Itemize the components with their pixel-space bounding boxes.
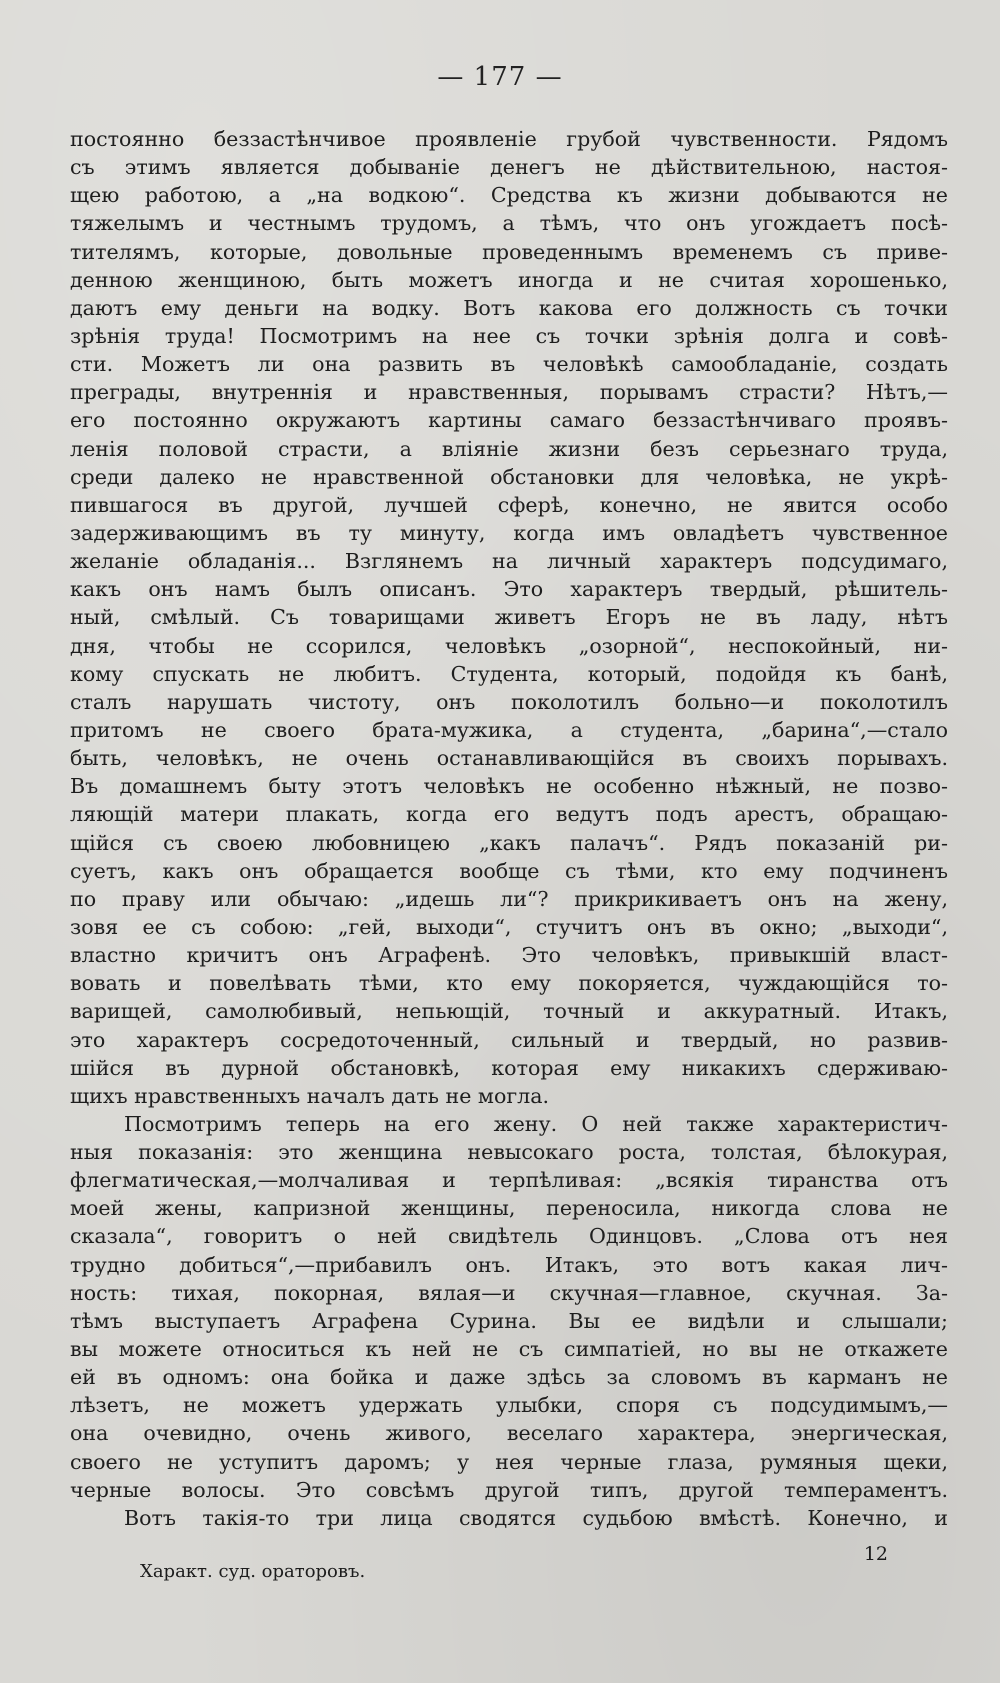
text-line: вы можете относиться къ ней не съ симпатіей, но вы не откажете	[70, 1337, 948, 1362]
text-line: флегматическая,—молчаливая и терпѣливая: „всякія тиранства отъ	[70, 1168, 948, 1193]
text-line: притомъ не своего брата-мужика, а студента, „барина“,—стало	[70, 717, 948, 742]
text-line: кому спускать не любитъ. Студента, который, подойдя къ банѣ,	[70, 661, 948, 686]
text-line: ленія половой страсти, а вліяніе жизни безъ серьезнаго труда,	[70, 436, 948, 461]
text-line: постоянно беззастѣнчивое проявленіе грубой чувственности. Рядомъ	[70, 127, 948, 151]
text-line: сталъ нарушать чистоту, онъ поколотилъ больно—и поколотилъ	[70, 689, 948, 714]
text-line: суетъ, какъ онъ обращается вообще съ тѣми, кто ему подчиненъ	[70, 858, 948, 883]
text-line: ей въ одномъ: она бойка и даже здѣсь за словомъ въ карманъ не	[70, 1365, 948, 1390]
text-line: съ этимъ является добываніе денегъ не дѣйствительною, настоя-	[70, 155, 948, 180]
text-line: тителямъ, которые, довольные проведеннымъ временемъ съ приве-	[70, 239, 948, 264]
text-line: Посмотримъ теперь на его жену. О ней также характеристич-	[124, 1111, 948, 1136]
text-line: щихъ нравственныхъ началъ дать не могла.	[70, 1083, 550, 1108]
text-line: это характеръ сосредоточенный, сильный и твердый, но развив-	[70, 1027, 948, 1052]
text-line: трудно добиться“,—прибавилъ онъ. Итакъ, это вотъ какая лич-	[70, 1252, 948, 1277]
text-line: желаніе обладанія... Взглянемъ на личный характеръ подсудимаго,	[70, 549, 948, 574]
text-line: своего не уступитъ даромъ; у нея черные глаза, румяныя щеки,	[70, 1449, 948, 1474]
text-line: какъ онъ намъ былъ описанъ. Это характеръ твердый, рѣшитель-	[70, 577, 948, 602]
text-line: моей жены, капризной женщины, переносила, никогда слова не	[70, 1196, 948, 1221]
text-line: она очевидно, очень живого, веселаго характера, энергическая,	[70, 1421, 948, 1446]
text-line: варищей, самолюбивый, непьющій, точный и аккуратный. Итакъ,	[70, 999, 948, 1024]
page-number: — 177 —	[437, 62, 563, 92]
text-line: быть, человѣкъ, не очень останавливающійся въ своихъ порывахъ.	[70, 746, 948, 771]
text-line: зрѣнія труда! Посмотримъ на нее съ точки зрѣнія долга и совѣ-	[70, 323, 948, 348]
text-line: черные волосы. Это совсѣмъ другой типъ, другой темпераментъ.	[70, 1477, 948, 1502]
text-line: сказала“, говоритъ о ней свидѣтель Одинцовъ. „Слова отъ нея	[70, 1224, 948, 1249]
text-line: пившагося въ другой, лучшей сферѣ, конечно, не явится особо	[70, 492, 948, 517]
text-line: Въ домашнемъ быту этотъ человѣкъ не особенно нѣжный, не позво-	[70, 774, 948, 799]
text-line: ность: тихая, покорная, вялая—и скучная—главное, скучная. За-	[70, 1280, 948, 1305]
text-line: вовать и повелѣвать тѣми, кто ему покоряется, чуждающійся то-	[70, 971, 948, 996]
text-line: дня, чтобы не ссорился, человѣкъ „озорной“, неспокойный, ни-	[70, 633, 948, 658]
text-line: даютъ ему деньги на водку. Вотъ какова его должность съ точки	[70, 295, 948, 320]
text-line: шійся въ дурной обстановкѣ, которая ему никакихъ сдерживаю-	[70, 1055, 948, 1080]
sheet-number: 12	[863, 1543, 888, 1565]
text-line: тяжелымъ и честнымъ трудомъ, а тѣмъ, что онъ угождаетъ посѣ-	[70, 211, 948, 236]
signature-mark: Характ. суд. ораторовъ.	[140, 1561, 366, 1582]
text-line: по праву или обычаю: „идешь ли“? прикрикиваетъ онъ на жену,	[70, 886, 948, 911]
text-line: лѣзетъ, не можетъ удержать улыбки, споря съ подсудимымъ,—	[70, 1393, 948, 1418]
text-line: задерживающимъ въ ту минуту, когда имъ овладѣетъ чувственное	[70, 520, 948, 545]
text-line: ляющій матери плакать, когда его ведутъ подъ арестъ, обращаю-	[70, 802, 948, 827]
text-line: ныя показанія: это женщина невысокаго роста, толстая, бѣлокурая,	[70, 1140, 948, 1165]
text-line: его постоянно окружаютъ картины самаго беззастѣнчиваго проявъ-	[70, 408, 948, 433]
text-line: денною женщиною, быть можетъ иногда и не считая хорошенько,	[70, 267, 948, 292]
page-footer	[70, 1543, 948, 1591]
text-line: щею работою, а „на водкою“. Средства къ жизни добываются не	[70, 183, 948, 208]
body-text	[70, 125, 948, 1532]
text-line: тѣмъ выступаетъ Аграфена Сурина. Вы ее видѣли и слышали;	[70, 1308, 948, 1333]
text-line: зовя ее съ собою: „гей, выходи“, стучитъ онъ въ окно; „выходи“,	[70, 914, 948, 939]
text-line: властно кричитъ онъ Аграфенѣ. Это человѣкъ, привыкшій власт-	[70, 943, 948, 968]
text-line: ный, смѣлый. Съ товарищами живетъ Егоръ не въ ладу, нѣтъ	[70, 605, 948, 630]
text-line: щійся съ своею любовницею „какъ палачъ“. Рядъ показаній ри-	[70, 830, 948, 855]
text-line: преграды, внутреннія и нравственныя, порывамъ страсти? Нѣтъ,—	[70, 380, 948, 405]
text-line: Вотъ такія-то три лица сводятся судьбою вмѣстѣ. Конечно, и	[124, 1505, 948, 1530]
text-line: сти. Можетъ ли она развить въ человѣкѣ самообладаніе, создать	[70, 352, 948, 377]
text-line: среди далеко не нравственной обстановки для человѣка, не укрѣ-	[70, 464, 948, 489]
